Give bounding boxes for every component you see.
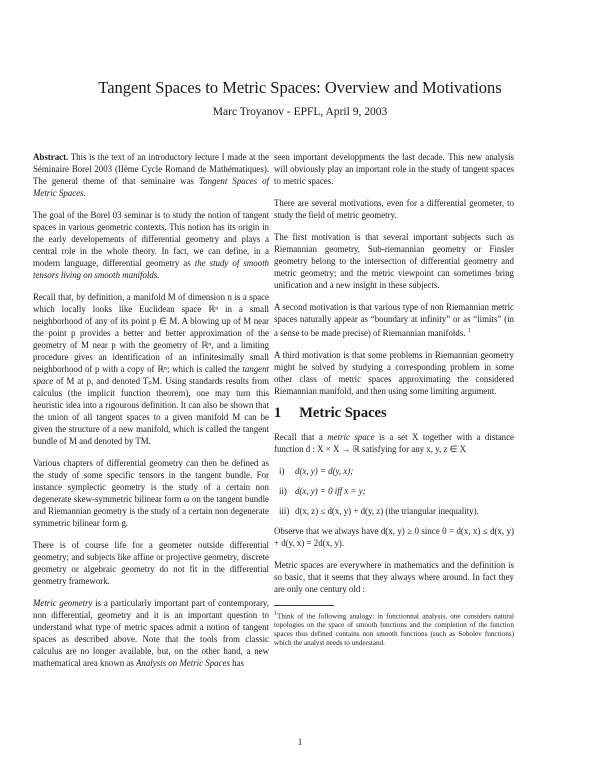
paragraph-text: Recall that a <box>274 431 323 442</box>
abstract-text: This is the text of an introductory lecture I made at the Séminaire Borel 2003 (IIème Cycle Romand de Mathématiques). The general theme of that seminaire was <box>33 152 269 186</box>
paragraph-everywhere: Metric spaces are everywhere in mathematics and the definition is so basic, that it seems that they always where around. In fact they are only one century old : <box>274 559 514 594</box>
paper-title: Tangent Spaces to Metric Spaces: Overview and Motivations <box>98 78 502 97</box>
paragraph-life: There is of course life for a geometer outside differential geometry; and subjects like affine or projective geometry, discrete geometry or algebraic geometry do not fit in the differential geometry framework. <box>33 540 269 586</box>
paragraph-developments: seen important developpments the last decade. This new analysis will obviously play an important role in the study of tangent spaces to metric spaces. <box>274 152 514 186</box>
list-item-text: d(x, y) = 0 iff x = y; <box>295 485 366 496</box>
list-item <box>274 505 514 517</box>
section-heading <box>274 404 514 421</box>
right-column <box>274 151 514 648</box>
paragraph-emphasis: Analysis on Metric Spaces <box>136 658 230 668</box>
list-item-label: i) <box>279 465 285 476</box>
paragraph-text: Recall that, by definition, a manifold M of dimension n is a space which locally looks like Euclidean space ℝⁿ in a small neighborhood of any of its point p ∈ M. A blowing up of M near the point p provides a better and better approximation of the geometry of M near p with the geometry of ℝⁿ, and a limiting procedure gives an identification of an infinitesimally small neighborhood of p with a copy of ℝⁿ; which is called the <box>33 292 269 374</box>
paragraph-text: is a set X together with a distance function d : X × X → ℝ satisfying for any x, y, z ∈ X <box>274 431 514 454</box>
list-item-label: ii) <box>279 485 287 496</box>
paragraph-manifold <box>33 291 269 447</box>
abstract <box>33 151 269 199</box>
abstract-label: Abstract. <box>33 152 69 162</box>
paragraph-text: of M at p, and denoted TₚM. Using standards results from calculus (the implicit function theorem), one may turn this heuristic idea into a rigourous definition. It can also be shown that the union of all tangent spaces to a given manifold M can be given the structure of a new manifold, which is called the tangent bundle of M and denoted by TM. <box>33 376 270 446</box>
paragraph-text: is a particularly important part of contemporary, non differential, geometry and it is an important question to understand what type of metric spaces admit a notion of tangent spaces as described above. Note that the tools from classic calculus are no longer available, but, on the other hand, a new mathematical area known as <box>33 598 270 668</box>
paragraph-goal <box>33 209 269 281</box>
paragraph-first-motivation: The first motivation is that several important subjects such as Riemannian geometry, Sub-riemannian geometry or Finsler geometry belong to the intersection of differential geometry and metric geometry; and the metric viewpoint can sometimes bring unification and a new insight in these subjects. <box>274 232 514 290</box>
footnote <box>274 610 514 648</box>
paragraph-definition <box>274 431 514 455</box>
paragraph-observe: Observe that we always have d(x, y) ≥ 0 since 0 = d(x, x) ≤ d(x, y) + d(y, x) = 2d(x, y). <box>274 525 514 548</box>
paragraph-third-motivation: A third motivation is that some problems in Riemannian geometry might be solved by studying a corresponding problem in some other class of metric spaces approximating the considered Riemannian manifold, and then using some limiting argument. <box>274 349 514 396</box>
paragraph-text: has <box>232 658 244 668</box>
paragraph-text: The goal of the Borel 03 seminar is to study the notion of tangent spaces in various geometric contexts. This notion has its origin in the early developements of differential geometry and plays a central role in the whole theory. In fact, we can define, in a modern language, differential geometry as <box>33 210 269 268</box>
page-number: 1 <box>297 737 303 747</box>
paragraph-metric-geometry <box>33 597 269 669</box>
list-item-text: d(x, z) ≤ d(x, y) + d(y, z) (the triangular inequality). <box>295 505 479 516</box>
paragraph-emphasis: metric space <box>327 431 375 442</box>
abstract-seminar-title: Tangent Spaces of Metric Spaces. <box>33 176 269 198</box>
list-item <box>274 465 514 477</box>
paragraph-emphasis: Metric geometry <box>33 598 93 608</box>
footnote-mark: 1 <box>274 610 277 617</box>
footnote-divider <box>274 605 334 606</box>
paragraph-second-motivation <box>274 301 514 339</box>
left-column <box>33 151 269 679</box>
list-item <box>274 485 514 497</box>
paragraph-emphasis: tangent space <box>33 364 270 386</box>
section-number: 1 <box>274 404 282 421</box>
footnote-ref: 1 <box>467 328 471 334</box>
paragraph-motivations: There are several motivations, even for a differential geometer, to study the field of metric geometry. <box>274 198 514 220</box>
paragraph-text: A second motivation is that various type of non Riemannian metric spaces naturally appear as “boundary at infinity” or as “limits” (in a sense to be made precise) of Riemannian manifolds. <box>274 302 514 338</box>
axiom-list <box>274 465 514 517</box>
paragraph-chapters: Various chapters of differential geometry can then be defined as the study of some specific tensors in the tangent bundle. For instance symplectic geometry is the study of a certain non degenerate skew-symmetric bilinear form ω on the tangent bundle and Riemannian geometry is the study of a certain non degenerate symmetric bilinear form g. <box>33 458 269 528</box>
list-item-text: d(x, y) = d(y, x); <box>295 465 354 476</box>
list-item-label: iii) <box>279 505 290 516</box>
section-title: Metric Spaces <box>299 404 387 421</box>
author-line: Marc Troyanov - EPFL, April 9, 2003 <box>212 106 388 118</box>
footnote-text: Think of the following analogy: in functionnal analysis, one considers natural topologies on the space of smooth functions and the completion of the function spaces thus defined contains non smooth functions (such as Sobolev functions) which the analyst needs to understand. <box>274 612 514 648</box>
paragraph-emphasis: the study of smooth tensors living on smooth manifolds. <box>33 258 269 280</box>
